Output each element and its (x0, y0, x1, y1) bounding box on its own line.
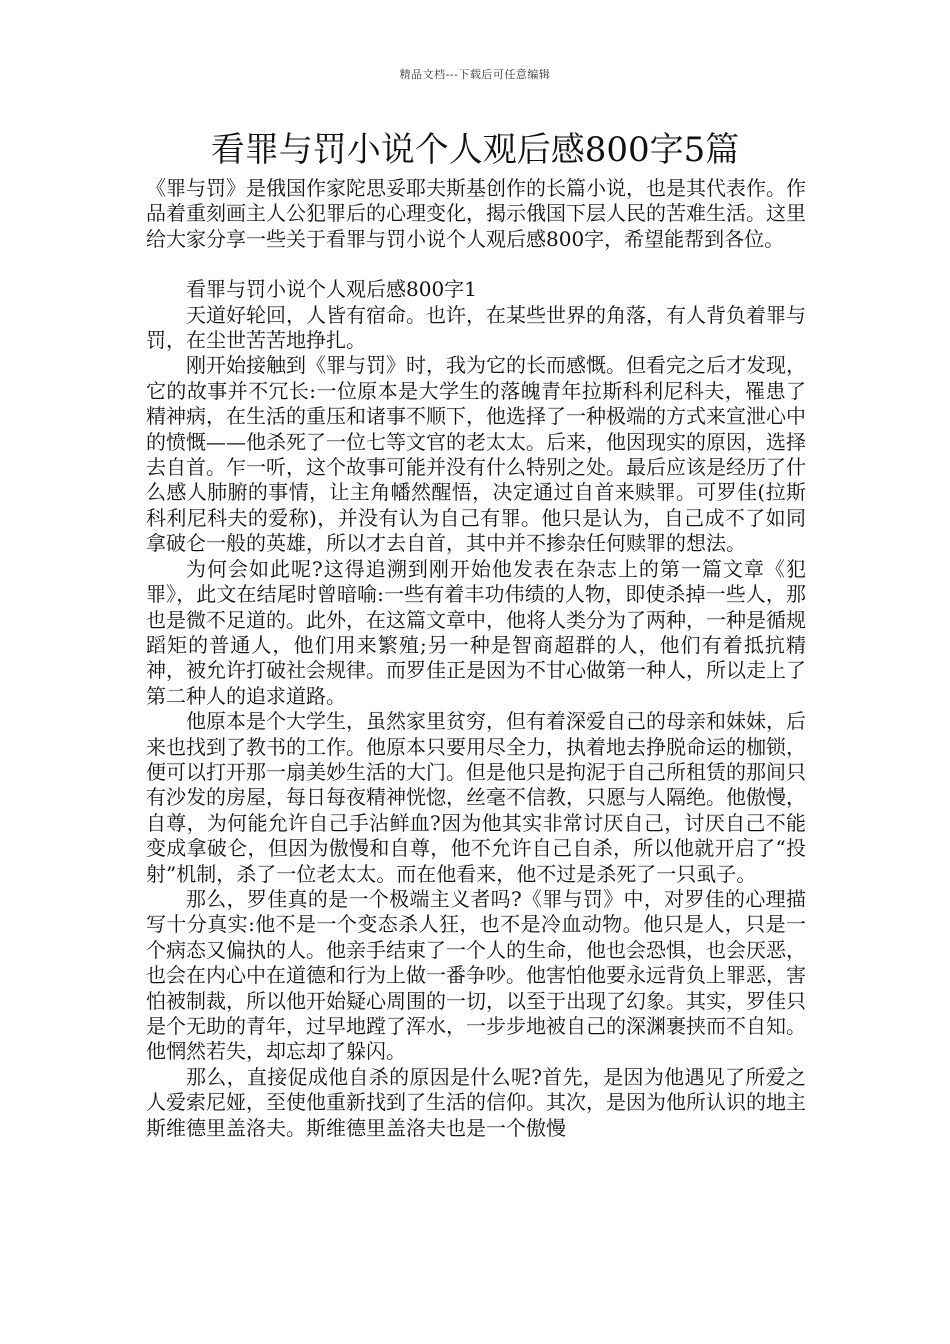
header-note: 精品文档---下载后可任意编辑 (399, 68, 551, 81)
body-paragraph: 那么，直接促成他自杀的原因是什么呢?首先，是因为他遇见了所爱之人爱索尼娅，至使他重新找到了生活的信仰。其次，是因为他所认识的地主斯维德里盖洛夫。斯维德里盖洛夫也是一个傲慢 (146, 1064, 806, 1140)
body-paragraph: 那么，罗佳真的是一个极端主义者吗?《罪与罚》中，对罗佳的心理描写十分真实:他不是一个变态杀人狂，也不是冷血动物。他只是人，只是一个病态又偏执的人。他亲手结束了一个人的生命，他也会恐惧，也会厌恶，也会在内心中在道德和行为上做一番争吵。他害怕他要永远背负上罪恶，害怕被制裁，所以他开始疑心周围的一切，以至于出现了幻象。其实，罗佳只是个无助的青年，过早地蹚了浑水，一步步地被自己的深渊裹挟而不自知。他惘然若失，却忘却了躲闪。 (146, 886, 806, 1064)
intro-paragraph: 《罪与罚》是俄国作家陀思妥耶夫斯基创作的长篇小说，也是其代表作。作品着重刻画主人公犯罪后的心理变化，揭示俄国下层人民的苦难生活。这里给大家分享一些关于看罪与罚小说个人观后感800字，希望能帮到各位。 (146, 176, 806, 251)
body-paragraph: 为何会如此呢?这得追溯到刚开始他发表在杂志上的第一篇文章《犯罪》，此文在结尾时曾暗喻:一些有着丰功伟绩的人物，即使杀掉一些人，那也是微不足道的。此外，在这篇文章中，他将人类分为了两种，一种是循规蹈矩的普通人，他们用来繁殖;另一种是智商超群的人，他们有着抵抗精神，被允许打破社会规律。而罗佳正是因为不甘心做第一种人，所以走上了第二种人的追求道路。 (146, 556, 806, 708)
section-title: 看罪与罚小说个人观后感800字1 (186, 277, 477, 302)
body-paragraph: 他原本是个大学生，虽然家里贫穷，但有着深爱自己的母亲和妹妹，后来也找到了教书的工作。他原本只要用尽全力，执着地去挣脱命运的枷锁，便可以打开那一扇美妙生活的大门。但是他只是拘泥于自己所租赁的那间只有沙发的房屋，每日每夜精神恍惚，丝毫不信教，只愿与人隔绝。他傲慢，自尊，为何能允许自己手沾鲜血?因为他其实非常讨厌自己，讨厌自己不能变成拿破仑，但因为傲慢和自尊，他不允许自己自杀，所以他就开启了“投射”机制，杀了一位老太太。而在他看来，他不过是杀死了一只虱子。 (146, 709, 806, 886)
document-body (146, 176, 806, 1141)
document-title: 看罪与罚小说个人观后感800字5篇 (210, 130, 740, 170)
body-paragraph: 刚开始接触到《罪与罚》时，我为它的长而感慨。但看完之后才发现，它的故事并不冗长:一位原本是大学生的落魄青年拉斯科利尼科夫，罹患了精神病，在生活的重压和诸事不顺下，他选择了一种极端的方式来宣泄心中的愤慨——他杀死了一位七等文官的老太太。后来，他因现实的原因，选择去自首。乍一听，这个故事可能并没有什么特别之处。最后应该是经历了什么感人肺腑的事情，让主角幡然醒悟，决定通过自首来赎罪。可罗佳(拉斯科利尼科夫的爱称)，并没有认为自己有罪。他只是认为，自己成不了如同拿破仑一般的英雄，所以才去自首，其中并不掺杂任何赎罪的想法。 (146, 353, 806, 556)
body-paragraph: 天道好轮回，人皆有宿命。也许，在某些世界的角落，有人背负着罪与罚，在尘世苦苦地挣扎。 (146, 302, 806, 353)
